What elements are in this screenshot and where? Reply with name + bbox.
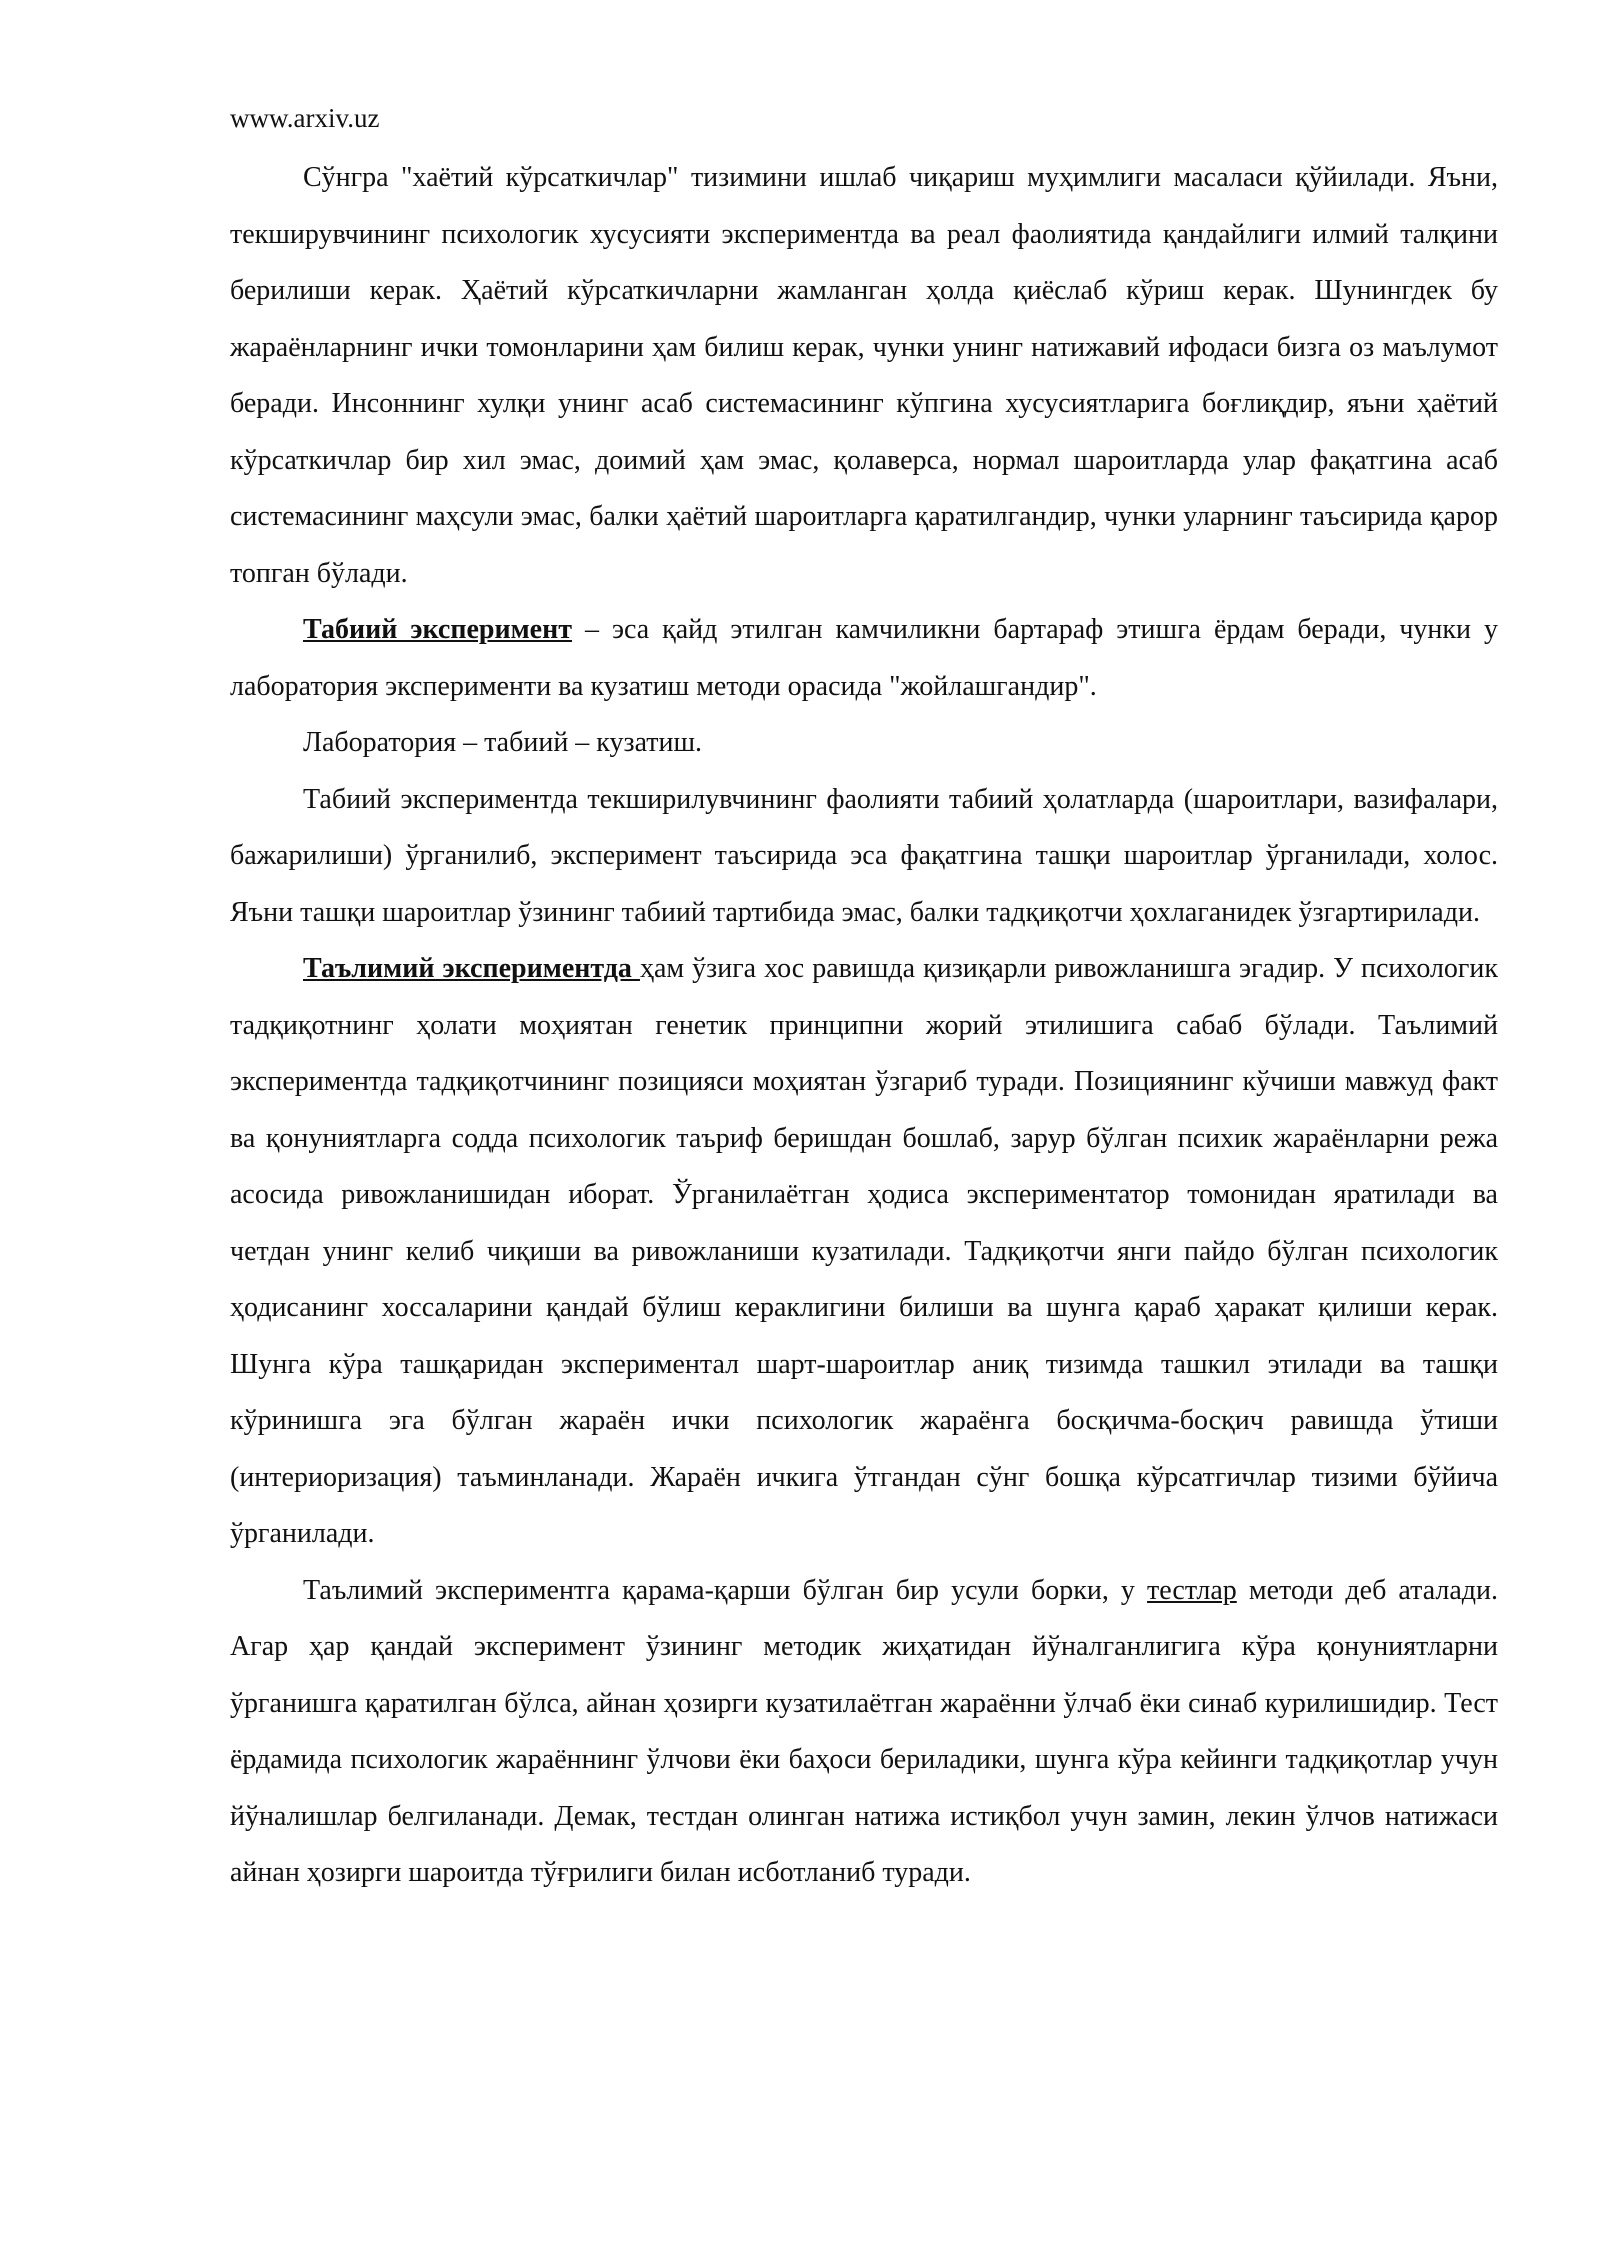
- paragraph-educational-experiment: [230, 941, 1498, 1563]
- paragraph-natural-experiment-text: – эса қайд этилган камчиликни бартараф этишга ёрдам беради, чунки у лаборатория эксперименти ва кузатиш методи орасида "жойлашгандир".: [230, 614, 1498, 702]
- paragraph-tests-method: [230, 1563, 1498, 1902]
- site-header[interactable]: www.arxiv.uz: [230, 103, 380, 133]
- paragraph-natural-conditions: Табиий экспериментда текширилувчининг фаолияти табиий ҳолатларда (шароитлари, вазифалари, бажарилиши) ўрганилиб, эксперимент таъсирида эса фақатгина ташқи шароитлар ўрганилади, холос. Яъни ташқи шароитлар ўзининг табиий тартибида эмас, балки тадқиқотчи ҳохлаганидек ўзгартирилади.: [230, 783, 1498, 928]
- paragraph-tests-after: методи деб аталади. Агар ҳар қандай эксперимент ўзининг методик жиҳатидан йўналганлигига кўра қонуниятларни ўрганишга қаратилган бўлса, айнан ҳозирги кузатилаётган жараённи ўлчаб ёки синаб курилишидир. Тест ёрдамида психологик жараённинг ўлчови ёки баҳоси бериладики, шунга кўра кейинги тадқиқотлар учун йўналишлар белгиланади. Демак, тестдан олинган натижа истиқбол учун замин, лекин ўлчов натижаси айнан ҳозирги шароитда тўғрилиги билан исботланиб туради.: [230, 1574, 1498, 1888]
- paragraph-educational-experiment-text: ҳам ўзига хос равишда қизиқарли ривожланишга эгадир. У психологик тадқиқотнинг ҳолати моҳиятан генетик принципни жорий этилишига сабаб бўлади. Таълимий экспериментда тадқиқотчининг позицияси моҳиятан ўзгариб туради. Позициянинг кўчиши мавжуд факт ва қонуниятларга содда психологик таъриф беришдан бошлаб, зарур бўлган психик жараёнларни режа асосида ривожланишидан иборат. Ўрганилаётган ҳодиса экспериментатор томонидан яратилади ва четдан унинг келиб чиқиши ва ривожланиши кузатилади. Тадқиқотчи янги пайдо бўлган психологик ҳодисанинг хоссаларини қандай бўлиш кераклигини билиши ва шунга қараб ҳаракат қилиши керак. Шунга кўра ташқаридан экспериментал шарт-шароитлар аниқ тизимда ташкил этилади ва ташқи кўринишга эга бўлган жараён ички психологик жараёнга босқичма-босқич равишда ўтиши (интериоризация) таъминланади. Жараён ичкига ўтгандан сўнг бошқа кўрсатгичлар тизими бўйича ўрганилади.: [230, 953, 1498, 1549]
- paragraph-lab-chain: Лаборатория – табиий – кузатиш.: [303, 727, 703, 758]
- paragraph-tests-before: Таълимий экспериментга қарама-қарши бўлган бир усули борки, у: [303, 1574, 1148, 1606]
- term-educational-experiment: Таълимий экспериментда: [303, 953, 640, 984]
- tests-underlined-link[interactable]: тестлар: [1147, 1574, 1237, 1606]
- paragraph-vital-indicators: Сўнгра "хаётий кўрсаткичлар" тизимини ишлаб чиқариш муҳимлиги масаласи қўйилади. Яъни, текширувчининг психологик хусусияти экспериментда ва реал фаолиятида қандайлиги илмий талқини берилиши керак. Ҳаётий кўрсаткичларни жамланган ҳолда қиёслаб кўриш керак. Шунингдек бу жараёнларнинг ички томонларини ҳам билиш керак, чунки унинг натижавий ифодаси бизга оз маълумот беради. Инсоннинг хулқи унинг асаб системасининг кўпгина хусусиятларига боғлиқдир, яъни ҳаётий кўрсаткичлар бир хил эмас, доимий ҳам эмас, қолаверса, нормал шароитларда улар фақатгина асаб системасининг маҳсули эмас, балки ҳаётий шароитларга қаратилгандир, чунки уларнинг таъсирида қарор топган бўлади.: [230, 162, 1498, 589]
- term-natural-experiment: Табиий эксперимент: [303, 614, 572, 645]
- document-body: [230, 150, 1498, 1902]
- paragraph-natural-experiment: [230, 602, 1498, 715]
